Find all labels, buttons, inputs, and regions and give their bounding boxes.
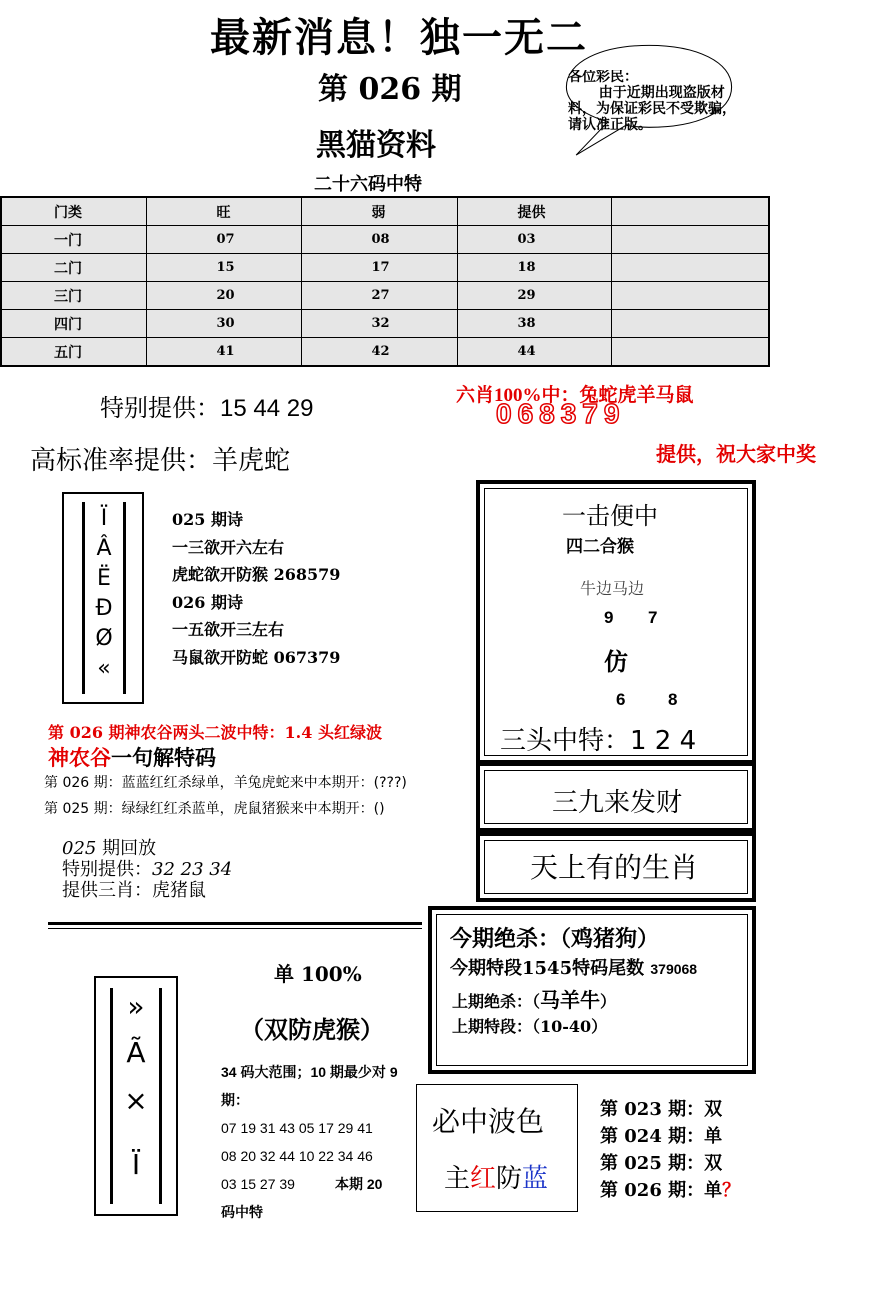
hit-fang: 仿 xyxy=(604,647,628,676)
table-cell: 30 xyxy=(146,310,301,338)
hit-number: 7 xyxy=(648,608,658,627)
table-cell xyxy=(611,254,769,282)
hit-side: 牛边马边 xyxy=(580,579,645,598)
single-percent: 单 100% xyxy=(274,962,362,986)
table-cell: 42 xyxy=(301,338,457,367)
review-block xyxy=(62,838,232,901)
poem-line: 一三欲开六左右 xyxy=(172,537,285,557)
table-cell xyxy=(611,226,769,254)
glyph-frame-inner xyxy=(110,988,162,1204)
wave-main xyxy=(444,1158,548,1195)
frame-glyph: Ï xyxy=(131,1148,141,1181)
poem-glyph: « xyxy=(97,656,111,681)
frame-glyph: » xyxy=(127,990,145,1023)
review-three xyxy=(62,880,232,901)
table-cell: 一门 xyxy=(1,226,146,254)
hit-subtitle: 四二合猴 xyxy=(566,537,634,557)
table-cell: 20 xyxy=(146,282,301,310)
headline: 最新消息！独一无二 xyxy=(210,14,588,61)
kill-line: 今期绝杀：（鸡猪狗） xyxy=(450,926,660,952)
number-row xyxy=(221,1170,421,1198)
table-row xyxy=(1,338,769,367)
poem-line: 马鼠欲开防蛇 067379 xyxy=(172,647,341,667)
shennong-title xyxy=(48,742,216,772)
history-value: 双 xyxy=(704,1153,723,1174)
shennong-title-black: 一句解特码 xyxy=(111,745,216,770)
divider xyxy=(48,928,422,929)
number-row: 07 19 31 43 05 17 29 41 xyxy=(221,1120,373,1136)
table-cell xyxy=(611,310,769,338)
table-cell: 17 xyxy=(301,254,457,282)
wave-main-a: 主 xyxy=(444,1164,471,1194)
poem-glyph: Ë xyxy=(97,566,111,591)
number-row-suffix: 本期 20 xyxy=(334,1176,383,1192)
number-tail: 码中特 xyxy=(221,1204,263,1220)
table-header: 门类 xyxy=(1,197,146,226)
kill-tail-numbers: 379068 xyxy=(650,961,698,977)
wave-red: 红 xyxy=(470,1164,497,1194)
range-text: 34 码大范围；10 期最少对 9 期： xyxy=(221,1064,398,1108)
table-row xyxy=(1,226,769,254)
table-cell xyxy=(611,282,769,310)
hit-number: 9 xyxy=(604,608,614,627)
table-cell: 三门 xyxy=(1,282,146,310)
review-title-num: 025 xyxy=(62,838,97,859)
table-cell: 44 xyxy=(457,338,611,367)
divider xyxy=(48,922,422,925)
special-provide xyxy=(100,388,313,423)
review-special xyxy=(62,859,232,880)
shennong-line: 第 025 期：绿绿红红杀蓝单，虎鼠猪猴来中本期开：() xyxy=(44,801,385,817)
fortune-text: 三九来发财 xyxy=(552,788,683,818)
history-value: 单 xyxy=(704,1180,723,1201)
hit-title: 一击便中 xyxy=(562,502,658,530)
poem-line: 虎蛇欲开防猴 268579 xyxy=(172,565,341,584)
issue-number: 第 026 期 xyxy=(318,72,462,107)
history-value: 双 xyxy=(704,1099,723,1120)
kill-line xyxy=(450,954,697,980)
hit-number: 8 xyxy=(668,690,678,709)
table-cell: 03 xyxy=(457,226,611,254)
wave-blue: 蓝 xyxy=(522,1164,549,1194)
shennong-title-red: 神农谷 xyxy=(48,745,111,770)
review-special-label: 特别提供： xyxy=(62,859,152,880)
review-three-value: 虎猪鼠 xyxy=(152,880,206,901)
history-question: ？ xyxy=(722,1180,741,1201)
table-cell: 五门 xyxy=(1,338,146,367)
number-table xyxy=(0,196,770,367)
table-header: 旺 xyxy=(146,197,301,226)
wish-text: 提供，祝大家中奖 xyxy=(656,444,816,466)
number-list xyxy=(221,1114,421,1226)
table-header xyxy=(611,197,769,226)
kill-line xyxy=(452,984,616,1013)
kill-line-text: 今期特段1545特码尾数 xyxy=(450,958,651,979)
history-label: 第 023 期： xyxy=(600,1099,705,1120)
table-cell: 二门 xyxy=(1,254,146,282)
table-cell: 41 xyxy=(146,338,301,367)
shennong-line: 第 026 期：蓝蓝红红杀绿单，羊兔虎蛇来中本期开：(???) xyxy=(44,775,407,791)
kill-last-value: 马羊牛 xyxy=(540,988,601,1012)
wave-title: 必中波色 xyxy=(432,1105,545,1138)
frame-glyph: Ã xyxy=(126,1036,146,1069)
table-cell: 32 xyxy=(301,310,457,338)
hit-heads: 三头中特：1 2 4 xyxy=(500,726,697,756)
poem-line: 026 期诗 xyxy=(172,592,243,612)
table-row xyxy=(1,310,769,338)
table-cell: 29 xyxy=(457,282,611,310)
table-cell: 四门 xyxy=(1,310,146,338)
history-label: 第 024 期： xyxy=(600,1126,705,1147)
sky-text: 天上有的生肖 xyxy=(530,851,699,884)
review-title xyxy=(62,838,232,859)
bubble-greeting: 各位彩民： xyxy=(568,70,638,85)
poem-glyph: Â xyxy=(96,536,112,561)
subtitle: 二十六码中特 xyxy=(314,174,422,195)
glyph-frame xyxy=(94,976,178,1216)
table-header-row xyxy=(1,197,769,226)
table-cell: 07 xyxy=(146,226,301,254)
number-row: 08 20 32 44 10 22 34 46 xyxy=(221,1148,373,1164)
poem-glyph: Ø xyxy=(95,626,113,651)
table-cell: 38 xyxy=(457,310,611,338)
table-cell xyxy=(611,338,769,367)
double-guard: （双防虎猴） xyxy=(240,1015,384,1044)
history-label: 第 026 期： xyxy=(600,1180,705,1201)
number-row-values: 03 15 27 39 xyxy=(221,1176,295,1192)
poem-line: 一五欲开三左右 xyxy=(172,620,285,639)
shennong-note: 第 026 期神农谷两头二波中特：1.4 头红绿波 xyxy=(48,723,382,742)
history-list xyxy=(600,1096,740,1204)
history-value: 单 xyxy=(704,1126,723,1147)
kill-last-label: 上期绝杀：（ xyxy=(452,992,541,1011)
review-title-text: 期回放 xyxy=(96,838,157,859)
table-header: 弱 xyxy=(301,197,457,226)
poem-glyph: Ð xyxy=(95,596,113,621)
six-zodiac-text: 六肖100%中：兔蛇虎羊马鼠 xyxy=(456,385,694,406)
history-row xyxy=(600,1123,740,1150)
kill-last-close: ） xyxy=(600,992,617,1011)
bubble-body: 由于近期出现盗版材料，为保证彩民不受欺骗，请认准正版。 xyxy=(568,86,736,133)
poem-line: 025 期诗 xyxy=(172,510,243,529)
table-cell: 27 xyxy=(301,282,457,310)
special-label: 特别提供： xyxy=(100,394,220,422)
review-special-nums: 32 23 34 xyxy=(152,859,233,880)
poem-text xyxy=(172,506,340,671)
special-numbers: 15 44 29 xyxy=(220,395,314,422)
table-cell: 08 xyxy=(301,226,457,254)
source-title: 黑猫资料 xyxy=(316,128,436,163)
table-cell: 18 xyxy=(457,254,611,282)
table-cell: 15 xyxy=(146,254,301,282)
table-row xyxy=(1,254,769,282)
table-header: 提供 xyxy=(457,197,611,226)
history-row xyxy=(600,1096,740,1123)
six-zodiac-numbers: 068379 xyxy=(496,398,626,429)
poem-glyph: Ï xyxy=(100,506,108,531)
review-three-label: 提供三肖： xyxy=(62,880,152,901)
wave-main-c: 防 xyxy=(496,1164,523,1194)
poem-frame xyxy=(62,492,144,704)
table-row xyxy=(1,282,769,310)
hit-number: 6 xyxy=(616,690,626,709)
history-row xyxy=(600,1177,740,1204)
history-label: 第 025 期： xyxy=(600,1153,705,1174)
high-rate-text: 高标准率提供：羊虎蛇 xyxy=(30,446,291,476)
bubble-text xyxy=(568,70,736,150)
poem-frame-inner xyxy=(82,502,126,694)
kill-line: 上期特段：（10-40） xyxy=(452,1017,608,1036)
history-row xyxy=(600,1150,740,1177)
frame-glyph: × xyxy=(124,1084,148,1117)
